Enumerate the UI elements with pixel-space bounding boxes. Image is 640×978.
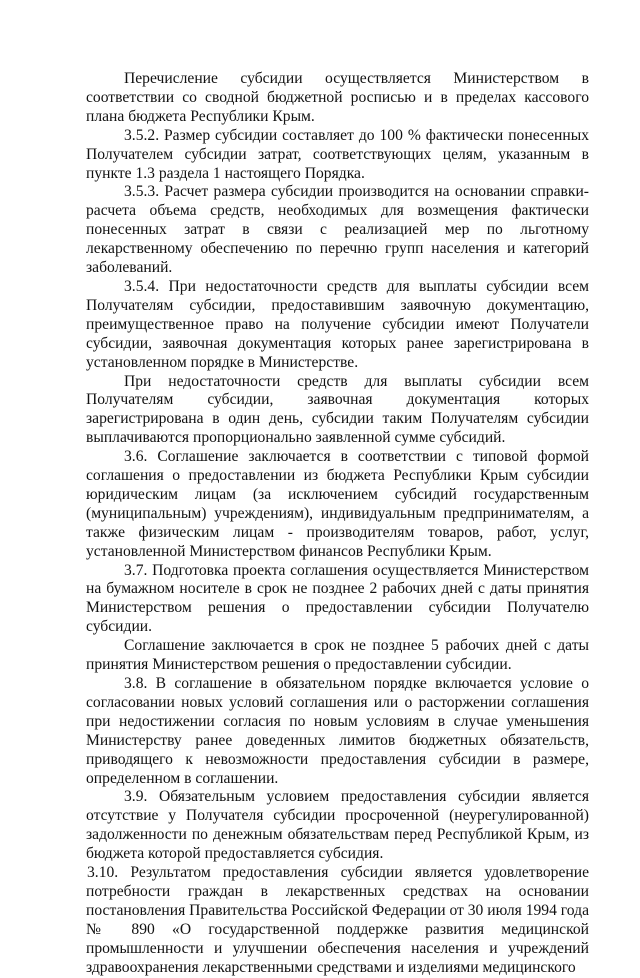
paragraph-3-8: 3.8. В соглашение в обязательном порядке включается условие о согласовании новых условий соглашения или о расторжении соглашения при недостижении согласия по новым условиям в случае уменьшения Министерству ранее доведенных лимитов бюджетных обязательств, приводящего к невозможности предоставления субсидии в размере, определенном в соглашении. bbox=[86, 675, 589, 787]
paragraph-agreement-term: Соглашение заключается в срок не позднее 5 рабочих дней с даты принятия Министерством решения о предоставлении субсидии. bbox=[86, 637, 589, 674]
paragraph-3-9: 3.9. Обязательным условием предоставления субсидии является отсутствие у Получателя субсидии просроченной (неурегулированной) задолженности по денежным обязательствам перед Республикой Крым, из бюджета которой предоставляется субсидия. bbox=[86, 788, 589, 863]
paragraph-3-5-2: 3.5.2. Размер субсидии составляет до 100 % фактически понесенных Получателем субсидии затрат, соответствующих целям, указанным в пункте 1.3 раздела 1 настоящего Порядка. bbox=[86, 126, 589, 182]
paragraph-subsidy-transfer: Перечисление субсидии осуществляется Министерством в соответствии со сводной бюджетной росписью и в пределах кассового плана бюджета Республики Крым. bbox=[86, 70, 589, 125]
paragraph-3-10: 3.10. Результатом предоставления субсидии является удовлетворение потребности граждан в лекарственных средствах на основании постановления Правительства Российской Федерации от 30 июля 1994 года № 890 «О государственной поддержке развития медицинской промышленности и улучшении обеспечения населения и учреждений здравоохранения лекарственными средствами и изделиями медицинского bbox=[86, 864, 590, 976]
paragraph-3-5-4: 3.5.4. При недостаточности средств для выплаты субсидии всем Получателям субсидии, предоставившим заявочную документацию, преимущественное право на получение субсидии имеют Получатели субсидии, заявочная документация которых ранее зарегистрирована в установленном порядке в Министерстве. bbox=[86, 277, 589, 371]
paragraph-3-6: 3.6. Соглашение заключается в соответствии с типовой формой соглашения о предоставлении из бюджета Республики Крым субсидии юридическим лицам (за исключением субсидий государственным (муниципальным) учреждениям), индивидуальным предпринимателям, а также физическим лицам - производителям товаров, работ, услуг, установленной Министерством финансов Республики Крым. bbox=[86, 448, 589, 560]
paragraph-3-7: 3.7. Подготовка проекта соглашения осуществляется Министерством на бумажном носителе в срок не позднее 2 рабочих дней с даты принятия Министерством решения о предоставлении субсидии Получателю субсидии. bbox=[86, 561, 589, 636]
paragraph-3-5-3: 3.5.3. Расчет размера субсидии производится на основании справки-расчета объема средств, необходимых для возмещения фактически понесенных затрат в связи с реализацией мер по льготному лекарственному обеспечению по перечню групп населения и категорий заболеваний. bbox=[86, 183, 589, 277]
document-body bbox=[86, 70, 589, 978]
paragraph-insufficient-funds: При недостаточности средств для выплаты субсидии всем Получателям субсидии, заявочная документация которых зарегистрирована в один день, субсидии таким Получателям субсидии выплачиваются пропорционально заявленной сумме субсидий. bbox=[86, 372, 589, 447]
